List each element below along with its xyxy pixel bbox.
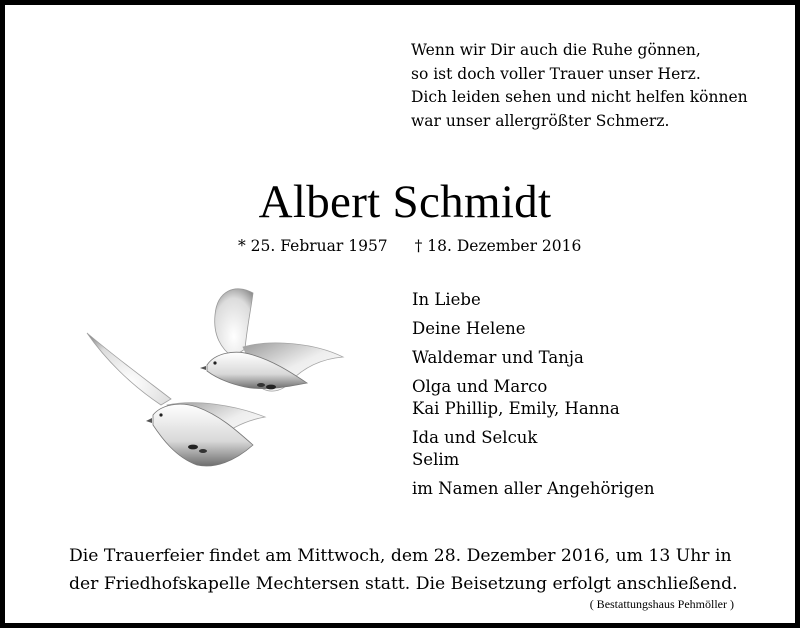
verse-line: war unser allergrößter Schmerz. [411,111,670,130]
mourner-line: Ida und Selcuk [412,428,538,447]
verse-line: Dich leiden sehen und nicht helfen können [411,88,748,106]
death-date: † 18. Dezember 2016 [414,237,582,255]
ceremony-line: Die Trauerfeier findet am Mittwoch, dem 28. Dezember 2016, um 13 Uhr in [69,546,732,566]
mourner-line: Waldemar und Tanja [412,348,584,367]
memorial-verse [411,39,748,133]
mourner-line: Olga und Marco [412,377,548,396]
mourner-entry [412,376,655,420]
deceased-name: Albert Schmidt [258,176,552,228]
verse-line: so ist doch voller Trauer unser Herz. [411,64,701,83]
mourner-line: Deine Helene [412,319,526,338]
mourner-entry [412,478,655,500]
mourner-line: Selim [412,450,460,469]
doves-icon [75,275,345,475]
ceremony-line: der Friedhofskapelle Mechtersen statt. Die Beisetzung erfolgt anschließend. [69,574,738,594]
birth-date: * 25. Februar 1957 [238,237,388,255]
mourner-entry [412,289,655,311]
mourner-entry [412,427,655,471]
mourners-list [412,289,655,507]
mourner-entry [412,318,655,340]
verse-line: Wenn wir Dir auch die Ruhe gönnen, [411,41,701,59]
mourner-entry [412,347,655,369]
ceremony-announcement [69,542,738,598]
life-dates [238,235,581,257]
upper-dove [200,289,343,391]
mourner-line: Kai Phillip, Emily, Hanna [412,399,620,418]
mourner-line: In Liebe [412,290,481,309]
funeral-home-credit: ( Bestattungshaus Pehmöller ) [589,597,734,611]
mourner-line: im Namen aller Angehörigen [412,479,655,498]
